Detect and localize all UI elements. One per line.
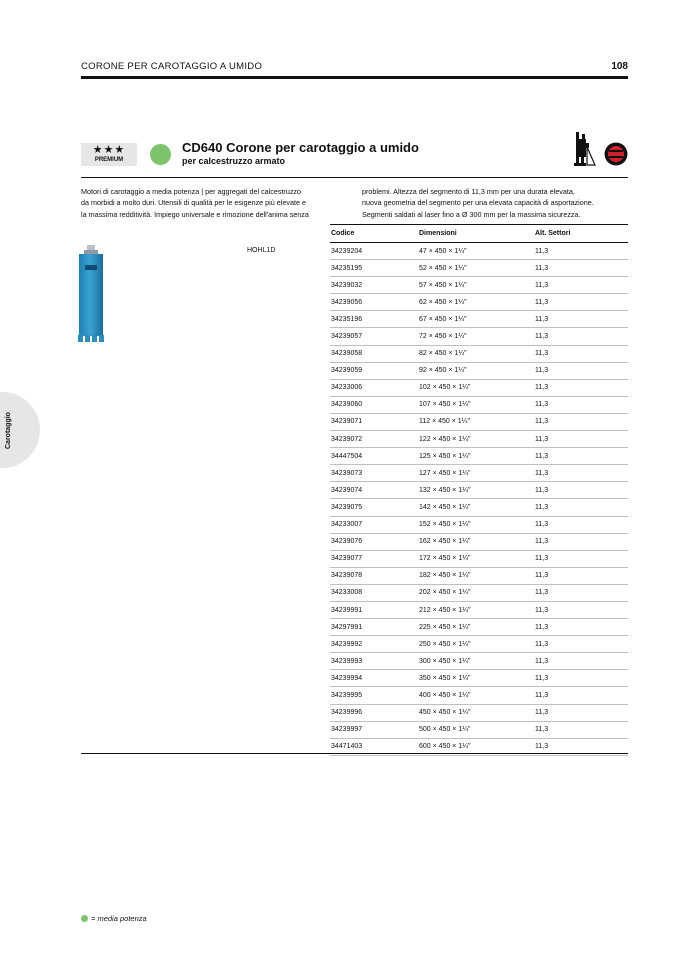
cell-segment-height: 11,3: [535, 691, 549, 699]
reinforced-concrete-icon: [604, 142, 628, 166]
table-row: [330, 328, 628, 345]
table-row: [330, 448, 628, 465]
cell-segment-height: 11,3: [535, 743, 549, 751]
cell-dimensions: 300 × 450 × 1¼": [419, 657, 471, 665]
description-line: problemi. Altezza del segmento di 11,3 mm per una durata elevata,: [362, 187, 575, 196]
description-line: da morbidi a molto duri. Utensili di qualità per le esigenze più elevate e: [81, 198, 306, 208]
table-row: [330, 705, 628, 722]
header-segment-height: Alt. Settori: [535, 230, 571, 237]
cell-segment-height: 11,3: [535, 640, 549, 648]
table-row: [330, 363, 628, 380]
cell-segment-height: 11,3: [535, 315, 549, 323]
cell-code: 34239060: [331, 401, 363, 409]
cell-segment-height: 11,3: [535, 589, 549, 597]
cell-dimensions: 57 × 450 × 1¼": [419, 281, 467, 289]
table-row: [330, 311, 628, 328]
cell-dimensions: 400 × 450 × 1¼": [419, 691, 471, 699]
cell-dimensions: 500 × 450 × 1¼": [419, 726, 471, 734]
premium-stars: ★★★: [92, 144, 126, 156]
cell-code: 34239993: [331, 657, 363, 665]
cell-dimensions: 107 × 450 × 1¼": [419, 401, 471, 409]
cell-segment-height: 11,3: [535, 435, 549, 443]
table-row: [330, 534, 628, 551]
legend-dot-icon: [81, 915, 88, 922]
table-row: [330, 517, 628, 534]
table-row: [330, 260, 628, 277]
cell-dimensions: 182 × 450 × 1¼": [419, 572, 471, 580]
cell-dimensions: 102 × 450 × 1¼": [419, 384, 471, 392]
cell-dimensions: 122 × 450 × 1¼": [419, 435, 471, 443]
cell-dimensions: 127 × 450 × 1¼": [419, 469, 471, 477]
cell-dimensions: 47 × 450 × 1¼": [419, 247, 467, 255]
table-row: [330, 346, 628, 363]
table-row: [330, 551, 628, 568]
cell-code: 34239073: [331, 469, 363, 477]
description-line: Segmenti saldati al laser fino a Ø 300 mm per la massima sicurezza.: [362, 209, 581, 219]
cell-code: 34239072: [331, 435, 363, 443]
cell-dimensions: 162 × 450 × 1¼": [419, 538, 471, 546]
cell-segment-height: 11,3: [535, 367, 549, 375]
cell-segment-height: 11,3: [535, 726, 549, 734]
product-subtitle: per calcestruzzo armato: [182, 156, 286, 166]
cell-code: 34239994: [331, 674, 363, 682]
cell-segment-height: 11,3: [535, 281, 549, 289]
table-row: [330, 243, 628, 260]
cell-code: 34235196: [331, 315, 363, 323]
table-row: [330, 465, 628, 482]
table-row: [330, 653, 628, 670]
cell-dimensions: 67 × 450 × 1¼": [419, 315, 467, 323]
cell-code: 34297991: [331, 623, 363, 631]
cell-code: 34239996: [331, 709, 363, 717]
cell-code: 34239991: [331, 606, 363, 614]
table-row: [330, 414, 628, 431]
cell-segment-height: 11,3: [535, 606, 549, 614]
description-line: nuova geometria del segmento per una elevata capacità di asportazione.: [362, 198, 594, 208]
cell-dimensions: 600 × 450 × 1¼": [419, 743, 471, 751]
cell-code: 34239071: [331, 418, 363, 426]
cell-segment-height: 11,3: [535, 538, 549, 546]
header-code: Codice: [331, 230, 355, 237]
table-row: [330, 602, 628, 619]
core-bit-image: [77, 245, 105, 343]
cell-dimensions: 82 × 450 × 1¼": [419, 350, 467, 358]
table-row: [330, 431, 628, 448]
table-bottom-rule: [81, 753, 628, 754]
table-row: [330, 619, 628, 636]
cell-code: 34471403: [331, 743, 363, 751]
cell-segment-height: 11,3: [535, 709, 549, 717]
cell-segment-height: 11,3: [535, 247, 549, 255]
legend: [81, 914, 147, 923]
cell-segment-height: 11,3: [535, 264, 549, 272]
cell-dimensions: 450 × 450 × 1¼": [419, 709, 471, 717]
cell-segment-height: 11,3: [535, 333, 549, 341]
cell-dimensions: 172 × 450 × 1¼": [419, 555, 471, 563]
cell-segment-height: 11,3: [535, 384, 549, 392]
cell-code: 34239077: [331, 555, 363, 563]
cell-dimensions: 212 × 450 × 1¼": [419, 606, 471, 614]
title-divider: [81, 177, 628, 178]
core-drill-stand-icon: [574, 131, 598, 167]
cell-code: 34239058: [331, 350, 363, 358]
table-row: [330, 670, 628, 687]
cell-dimensions: 142 × 450 × 1¼": [419, 503, 471, 511]
legend-text: = media potenza: [91, 914, 147, 923]
cell-code: 34233008: [331, 589, 363, 597]
cell-code: 34239078: [331, 572, 363, 580]
cell-segment-height: 11,3: [535, 452, 549, 460]
medium-power-indicator: [150, 144, 171, 165]
premium-badge: [81, 143, 137, 166]
table-row: [330, 722, 628, 739]
cell-code: 34239032: [331, 281, 363, 289]
table-body: [330, 243, 628, 756]
table-row: [330, 380, 628, 397]
page-number: 108: [611, 61, 628, 72]
cell-segment-height: 11,3: [535, 674, 549, 682]
premium-label: PREMIUM: [94, 157, 124, 163]
table-row: [330, 687, 628, 704]
cell-segment-height: 11,3: [535, 572, 549, 580]
table-row: [330, 568, 628, 585]
tool-connection-label: HOHL1D: [247, 247, 276, 254]
cell-code: 34233006: [331, 384, 363, 392]
cell-segment-height: 11,3: [535, 486, 549, 494]
cell-segment-height: 11,3: [535, 350, 549, 358]
cell-segment-height: 11,3: [535, 623, 549, 631]
cell-dimensions: 72 × 450 × 1¼": [419, 333, 467, 341]
section-side-tab-label: Carotaggio: [5, 412, 12, 449]
cell-dimensions: 92 × 450 × 1¼": [419, 367, 467, 375]
cell-segment-height: 11,3: [535, 469, 549, 477]
cell-dimensions: 125 × 450 × 1¼": [419, 452, 471, 460]
cell-code: 34239997: [331, 726, 363, 734]
cell-code: 34447504: [331, 452, 363, 460]
cell-segment-height: 11,3: [535, 418, 549, 426]
cell-dimensions: 250 × 450 × 1¼": [419, 640, 471, 648]
cell-dimensions: 350 × 450 × 1¼": [419, 674, 471, 682]
cell-segment-height: 11,3: [535, 503, 549, 511]
cell-code: 34239057: [331, 333, 363, 341]
product-table: [330, 225, 628, 756]
cell-dimensions: 62 × 450 × 1¼": [419, 298, 467, 306]
cell-dimensions: 132 × 450 × 1¼": [419, 486, 471, 494]
cell-dimensions: 225 × 450 × 1¼": [419, 623, 471, 631]
table-row: [330, 636, 628, 653]
cell-code: 34239075: [331, 503, 363, 511]
cell-segment-height: 11,3: [535, 521, 549, 529]
cell-code: 34239995: [331, 691, 363, 699]
cell-segment-height: 11,3: [535, 401, 549, 409]
product-title: CD640 Corone per carotaggio a umido: [182, 140, 419, 155]
header-dimensions: Dimensioni: [419, 230, 457, 237]
table-row: [330, 499, 628, 516]
cell-code: 34239076: [331, 538, 363, 546]
description-column-2: [362, 186, 626, 220]
cell-dimensions: 202 × 450 × 1¼": [419, 589, 471, 597]
cell-segment-height: 11,3: [535, 298, 549, 306]
description-column-1: [81, 186, 345, 220]
cell-code: 34239992: [331, 640, 363, 648]
cell-code: 34239059: [331, 367, 363, 375]
cell-segment-height: 11,3: [535, 657, 549, 665]
table-row: [330, 482, 628, 499]
cell-dimensions: 52 × 450 × 1¼": [419, 264, 467, 272]
table-row: [330, 397, 628, 414]
header-divider: [81, 76, 628, 79]
cell-code: 34239074: [331, 486, 363, 494]
cell-dimensions: 112 × 450 × 1¼": [419, 418, 471, 426]
table-row: [330, 294, 628, 311]
cell-code: 34239204: [331, 247, 363, 255]
cell-dimensions: 152 × 450 × 1¼": [419, 521, 471, 529]
table-header: [330, 225, 628, 243]
description-line: Motori di carotaggio a media potenza | per aggregati del calcestruzzo: [81, 187, 302, 196]
table-row: [330, 277, 628, 294]
cell-code: 34239056: [331, 298, 363, 306]
cell-code: 34235195: [331, 264, 363, 272]
header-title: CORONE PER CAROTAGGIO A UMIDO: [81, 61, 263, 72]
cell-code: 34233007: [331, 521, 363, 529]
table-row: [330, 585, 628, 602]
cell-segment-height: 11,3: [535, 555, 549, 563]
description-line: la massima redditività. Impiego universale e rimozione dell'anima senza: [81, 209, 309, 219]
